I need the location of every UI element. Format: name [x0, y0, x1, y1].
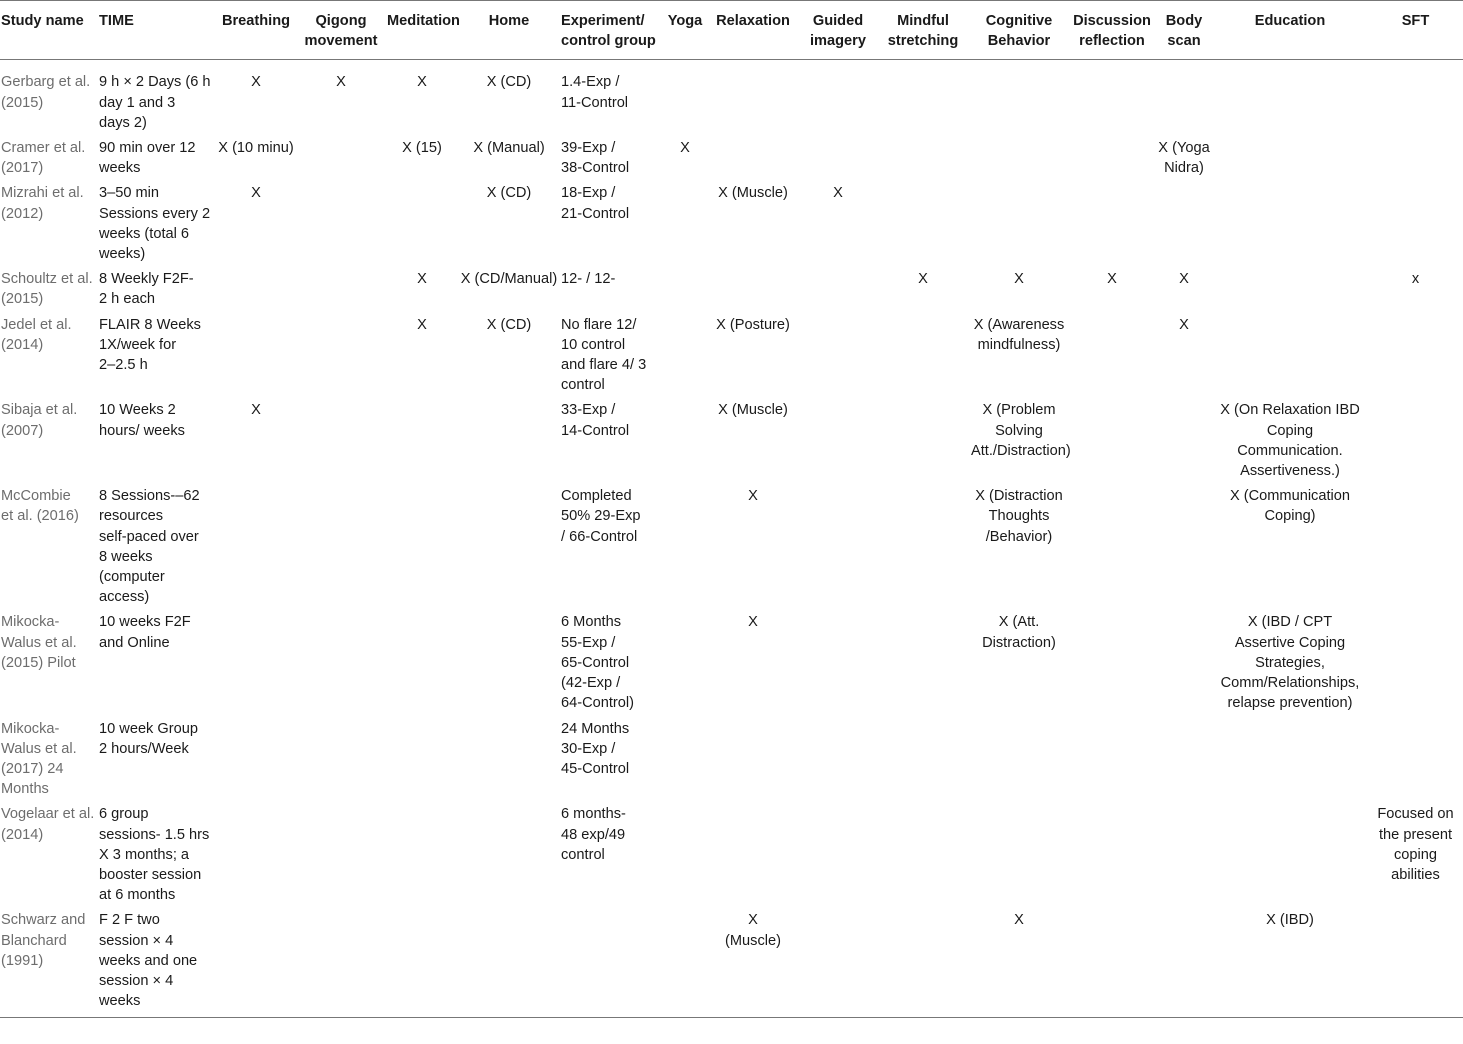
cell-education	[1212, 182, 1368, 268]
cell-education: X (Communication Coping)	[1229, 488, 1351, 525]
cell-bodyscan: X (Yoga Nidra)	[1158, 140, 1210, 177]
cell-bodyscan	[1156, 718, 1212, 804]
cell-relaxation: X (Muscle)	[718, 402, 788, 419]
cell-breathing	[216, 718, 296, 804]
cell-discussion	[1068, 718, 1156, 804]
cell-bodyscan	[1156, 399, 1212, 485]
cell-study: Sibaja et al. (2007)	[1, 402, 78, 439]
table-row	[0, 268, 1463, 313]
cell-yoga	[664, 314, 706, 400]
cell-education	[1212, 268, 1368, 313]
cell-breathing	[216, 268, 296, 313]
cell-relaxation: X	[748, 614, 758, 631]
cell-relaxation	[706, 60, 800, 137]
cell-discussion	[1068, 611, 1156, 717]
cell-mindful	[876, 137, 970, 182]
cell-guided	[800, 718, 876, 804]
cell-yoga	[664, 182, 706, 268]
column-header-sft: SFT	[1368, 1, 1463, 60]
cell-cognitive	[970, 182, 1068, 268]
cell-relaxation: X (Muscle)	[706, 909, 800, 1018]
cell-qigong	[296, 399, 386, 485]
cell-study: McCombie et al. (2016)	[1, 488, 79, 525]
table-row	[0, 60, 1463, 137]
cell-qigong	[296, 182, 386, 268]
table-row	[0, 182, 1463, 268]
cell-relaxation: X (Muscle)	[718, 185, 788, 202]
cell-sft	[1368, 718, 1463, 804]
cell-bodyscan: X	[1179, 271, 1189, 288]
column-header-bodyscan: Body scan	[1156, 1, 1212, 60]
cell-meditation	[386, 399, 458, 485]
cell-discussion	[1068, 137, 1156, 182]
cell-education: X (On Relaxation IBD Coping Communication. Assertiveness.)	[1220, 402, 1360, 480]
cell-cognitive: X (Awareness mindfulness)	[973, 316, 1065, 353]
cell-guided	[800, 803, 876, 909]
cell-bodyscan	[1156, 909, 1212, 1018]
cell-home	[458, 718, 560, 804]
cell-education	[1212, 137, 1368, 182]
cell-breathing	[216, 611, 296, 717]
cell-exp: 6 months- 48 exp/49 control	[561, 806, 626, 863]
cell-breathing	[216, 314, 296, 400]
cell-relaxation	[706, 268, 800, 313]
cell-exp: 12- / 12-	[561, 271, 616, 288]
cell-cognitive: X (Att. Distraction)	[982, 614, 1056, 651]
cell-breathing: X	[251, 185, 261, 202]
cell-cognitive: X (Problem Solving Att./Distraction)	[971, 402, 1071, 459]
cell-qigong	[296, 485, 386, 611]
cell-home: X (CD)	[486, 185, 532, 202]
cell-time: 8 Weekly F2F- 2 h each	[99, 271, 194, 308]
cell-sft	[1368, 485, 1463, 611]
cell-meditation	[386, 485, 458, 611]
table-row	[0, 909, 1463, 1018]
cell-cognitive: X (Distraction Thoughts /Behavior)	[975, 488, 1063, 545]
cell-time: 10 weeks F2F and Online	[99, 614, 191, 651]
cell-sft: x	[1411, 271, 1420, 288]
cell-education	[1212, 803, 1368, 909]
cell-qigong	[296, 268, 386, 313]
table-row	[0, 399, 1463, 485]
cell-qigong	[296, 718, 386, 804]
header-row	[0, 1, 1463, 60]
cell-study: Schwarz and Blanchard (1991)	[0, 909, 98, 1018]
cell-sft	[1368, 60, 1463, 137]
cell-exp: No flare 12/ 10 control and flare 4/ 3 control	[561, 316, 647, 394]
cell-exp: 24 Months 30-Exp / 45-Control	[561, 720, 630, 777]
cell-guided	[800, 399, 876, 485]
cell-guided	[800, 60, 876, 137]
cell-discussion	[1068, 909, 1156, 1018]
cell-meditation	[386, 909, 458, 1018]
column-header-breathing: Breathing	[216, 1, 296, 60]
column-header-relaxation: Relaxation	[706, 1, 800, 60]
cell-exp: 1.4-Exp / 11-Control	[561, 74, 629, 111]
column-header-meditation: Meditation	[386, 1, 458, 60]
cell-study: Mikocka- Walus et al. (2017) 24 Months	[1, 720, 77, 798]
cell-guided	[800, 137, 876, 182]
cell-bodyscan	[1156, 611, 1212, 717]
cell-relaxation	[706, 803, 800, 909]
table-row	[0, 137, 1463, 182]
cell-home	[458, 399, 560, 485]
cell-mindful	[876, 399, 970, 485]
cell-study: Vogelaar et al. (2014)	[1, 806, 95, 843]
cell-cognitive	[970, 803, 1068, 909]
cell-sft	[1368, 399, 1463, 485]
cell-meditation: X (15)	[402, 140, 442, 157]
cell-meditation	[386, 182, 458, 268]
cell-study: Gerbarg et al. (2015)	[1, 74, 91, 111]
cell-meditation	[386, 611, 458, 717]
cell-cognitive	[970, 718, 1068, 804]
cell-home	[458, 485, 560, 611]
cell-breathing	[216, 909, 296, 1018]
column-header-discussion: Discussion reflection	[1068, 1, 1156, 60]
cell-yoga	[664, 399, 706, 485]
cell-cognitive	[970, 60, 1068, 137]
cell-mindful	[876, 718, 970, 804]
cell-mindful	[876, 182, 970, 268]
cell-home	[458, 803, 560, 909]
cell-mindful	[876, 485, 970, 611]
cell-study: Mikocka- Walus et al. (2015) Pilot	[1, 614, 77, 671]
column-header-mindful: Mindful stretching	[876, 1, 970, 60]
cell-sft	[1368, 137, 1463, 182]
cell-sft: Focused on the present coping abilities	[1377, 806, 1454, 883]
table-row	[0, 718, 1463, 804]
cell-bodyscan	[1156, 182, 1212, 268]
cell-study: Schoultz et al. (2015)	[1, 271, 93, 308]
cell-guided	[800, 909, 876, 1018]
cell-yoga	[664, 611, 706, 717]
cell-home: X (Manual)	[473, 140, 545, 157]
cell-qigong	[296, 611, 386, 717]
cell-meditation	[386, 803, 458, 909]
cell-home	[458, 611, 560, 717]
cell-bodyscan	[1156, 60, 1212, 137]
cell-education: X (IBD)	[1212, 909, 1368, 1018]
cell-relaxation: X (Posture)	[716, 316, 790, 333]
cell-exp: 33-Exp / 14-Control	[561, 402, 630, 439]
cell-cognitive	[970, 137, 1068, 182]
cell-qigong	[296, 803, 386, 909]
cell-breathing: X (10 minu)	[218, 140, 294, 157]
cell-education	[1212, 718, 1368, 804]
cell-yoga	[664, 909, 706, 1018]
cell-cognitive: X	[970, 909, 1068, 1018]
cell-exp: 18-Exp / 21-Control	[561, 185, 630, 222]
column-header-qigong: Qigong movement	[296, 1, 386, 60]
cell-time: F 2 F two session × 4 weeks and one session × 4 weeks	[98, 909, 216, 1018]
cell-time: FLAIR 8 Weeks 1X/week for 2–2.5 h	[99, 316, 201, 374]
cell-sft	[1368, 182, 1463, 268]
table-header	[0, 1, 1463, 60]
cell-breathing	[216, 485, 296, 611]
cell-time: 3–50 min Sessions every 2 weeks (total 6 weeks)	[99, 185, 211, 263]
cell-guided	[800, 314, 876, 400]
cell-breathing	[216, 803, 296, 909]
cell-discussion	[1068, 314, 1156, 400]
cell-exp: 6 Months 55-Exp / 65-Control (42-Exp / 64-Control)	[561, 614, 634, 712]
table-row	[0, 485, 1463, 611]
cell-relaxation	[706, 718, 800, 804]
cell-mindful	[876, 611, 970, 717]
cell-study: Jedel et al. (2014)	[1, 316, 72, 353]
cell-yoga	[664, 268, 706, 313]
cell-education	[1212, 314, 1368, 400]
column-header-guided: Guided imagery	[800, 1, 876, 60]
cell-qigong	[296, 909, 386, 1018]
cell-meditation	[386, 718, 458, 804]
cell-mindful	[876, 803, 970, 909]
column-header-cognitive: Cognitive Behavior	[970, 1, 1068, 60]
cell-meditation: X	[417, 316, 427, 333]
column-header-yoga: Yoga	[664, 1, 706, 60]
cell-time: 6 group sessions- 1.5 hrs X 3 months; a booster session at 6 months	[99, 806, 210, 904]
cell-home	[458, 909, 560, 1018]
cell-mindful	[876, 314, 970, 400]
cell-qigong: X	[336, 74, 346, 91]
cell-yoga	[664, 60, 706, 137]
cell-yoga	[664, 718, 706, 804]
cell-discussion	[1068, 182, 1156, 268]
cell-guided: X	[833, 185, 843, 202]
cell-guided	[800, 485, 876, 611]
cell-mindful: X	[918, 271, 928, 288]
cell-discussion	[1068, 803, 1156, 909]
cell-home: X (CD)	[486, 74, 532, 91]
column-header-study: Study name	[0, 1, 98, 60]
cell-yoga	[664, 803, 706, 909]
cell-mindful	[876, 60, 970, 137]
cell-qigong	[296, 314, 386, 400]
cell-exp	[560, 909, 664, 1018]
cell-time: 90 min over 12 weeks	[99, 140, 196, 177]
table-body	[0, 60, 1463, 1018]
cell-time: 9 h × 2 Days (6 h day 1 and 3 days 2)	[99, 74, 211, 131]
cell-study: Mizrahi et al. (2012)	[1, 185, 84, 222]
column-header-time: TIME	[98, 1, 216, 60]
cell-guided	[800, 268, 876, 313]
cell-sft	[1368, 611, 1463, 717]
cell-home: X (CD)	[486, 316, 532, 333]
cell-study: Cramer et al. (2017)	[1, 140, 86, 177]
cell-home: X (CD/Manual)	[460, 271, 558, 288]
cell-breathing: X	[251, 74, 261, 91]
cell-bodyscan: X	[1179, 316, 1189, 333]
column-header-home: Home	[458, 1, 560, 60]
cell-exp: Completed 50% 29-Exp / 66-Control	[561, 488, 641, 545]
cell-mindful	[876, 909, 970, 1018]
column-header-education: Education	[1212, 1, 1368, 60]
cell-education: X (IBD / CPT Assertive Coping Strategies, Comm/Relationships, relapse prevention)	[1220, 614, 1360, 712]
cell-cognitive: X	[1014, 271, 1024, 288]
cell-relaxation: X	[748, 488, 758, 505]
cell-relaxation	[706, 137, 800, 182]
cell-qigong	[296, 137, 386, 182]
cell-exp: 39-Exp / 38-Control	[561, 140, 630, 177]
cell-bodyscan	[1156, 485, 1212, 611]
cell-education	[1212, 60, 1368, 137]
cell-yoga: X	[680, 140, 690, 157]
cell-time: 8 Sessions-–62 resources self-paced over 8 weeks (computer access)	[99, 488, 200, 606]
table-row	[0, 611, 1463, 717]
cell-discussion	[1068, 399, 1156, 485]
cell-breathing: X	[251, 402, 261, 419]
cell-discussion	[1068, 60, 1156, 137]
cell-meditation: X	[417, 74, 427, 91]
table-row	[0, 314, 1463, 400]
cell-bodyscan	[1156, 803, 1212, 909]
cell-discussion: X	[1107, 271, 1117, 288]
cell-sft	[1368, 909, 1463, 1018]
cell-time: 10 week Group 2 hours/Week	[99, 720, 198, 757]
cell-time: 10 Weeks 2 hours/ weeks	[99, 402, 185, 439]
column-header-exp: Experiment/ control group	[560, 1, 664, 60]
cell-meditation: X	[417, 271, 427, 288]
cell-yoga	[664, 485, 706, 611]
cell-discussion	[1068, 485, 1156, 611]
cell-guided	[800, 611, 876, 717]
table-row	[0, 803, 1463, 909]
cell-sft	[1368, 314, 1463, 400]
